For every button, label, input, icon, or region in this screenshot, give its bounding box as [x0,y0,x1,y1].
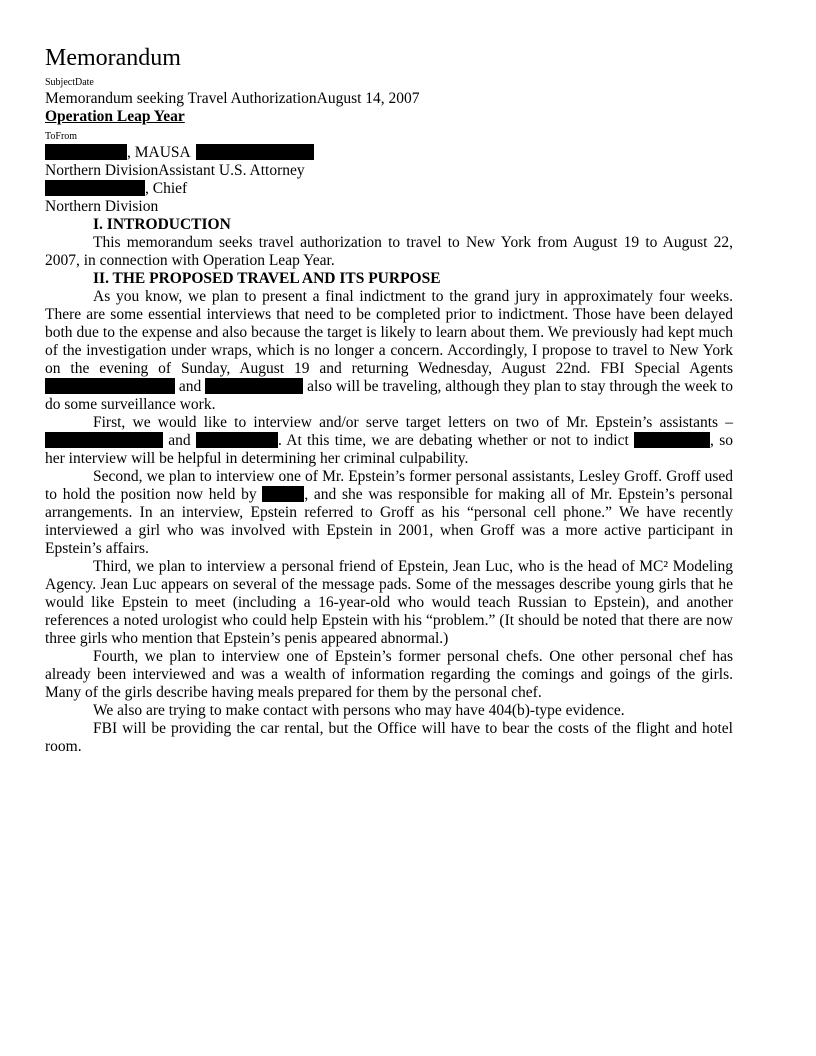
redaction-box [205,378,303,394]
paragraph-text: First, we would like to interview and/or serve target letters on two of Mr. Epstein’s assistants – [93,414,733,431]
paragraph-text: and [163,432,196,449]
redaction-box [45,378,175,394]
redaction-box [45,144,127,160]
operation-name: Operation Leap Year [45,108,185,125]
paragraph-text: . At this time, we are debating whether or not to indict [277,432,635,449]
paragraph-text: Second, we plan to interview one of Mr. Epstein’s former personal assistants, Lesley Groff. Groff used to hold the position now held by [45,468,733,503]
chief-suffix: , Chief [145,180,188,197]
paragraph-404b: We also are trying to make contact with persons who may have 404(b)-type evidence. [93,702,625,719]
redaction-box [45,432,163,448]
redaction-box [45,180,145,196]
paragraph-third: Third, we plan to interview a personal friend of Epstein, Jean Luc, who is the head of MC² Modeling Agency. Jean Luc appears on several of the message pads. Some of the messages describe young girls that he would like Epstein to meet (including a 16-year-old who would teach Russian to Epstein), and another references a noted urologist who could help Epstein with his “problem.” (It should be noted that there are now three girls who mention that Epstein’s penis appeared abnormal.) [45,558,733,647]
paragraph-first [45,414,733,468]
memo-body [45,216,733,756]
intro-paragraph: This memorandum seeks travel authorization to travel to New York from August 19 to August 22, 2007, in connection with Operation Leap Year. [45,234,733,269]
intro-heading: I. INTRODUCTION [93,216,231,233]
paragraph-costs: FBI will be providing the car rental, but the Office will have to bear the costs of the flight and hotel room. [45,720,733,755]
to-from-label: ToFrom [45,131,78,142]
division-name: Northern Division [45,198,159,215]
paragraph-text: , and she was responsible for making all of Mr. Epstein’s personal arrangements. In an interview, Epstein referred to Groff as his “personal cell phone.” We have recently interviewed a girl who was involved with Epstein in 2001, when Groff was a more active participant in Epstein’s affairs. [45,486,733,557]
subject-date-label: SubjectDate [45,77,94,88]
paragraph-fourth: Fourth, we plan to interview one of Epstein’s former personal chefs. One other personal chef has already been interviewed and was a wealth of information regarding the comings and goings of the girls. Many of the girls describe having meals prepared for them by the personal chef. [45,648,733,701]
chief-line [45,180,187,198]
paragraph-text: also will be traveling, although they plan to stay through the week to do some surveillance work. [45,378,733,413]
paragraph-plan [45,288,733,414]
travel-heading: II. THE PROPOSED TRAVEL AND ITS PURPOSE [93,270,441,287]
memo-title: Memorandum [45,45,181,71]
subject-line: Memorandum seeking Travel AuthorizationAugust 14, 2007 [45,90,420,107]
paragraph-second [45,468,733,558]
division-line: Northern DivisionAssistant U.S. Attorney [45,162,305,179]
redaction-box [196,144,314,160]
paragraph-text: and [175,378,206,395]
paragraph-text: As you know, we plan to present a final indictment to the grand jury in approximately four weeks. There are some essential interviews that need to be completed prior to indictment. Those have been delayed both due to the expense and also because the target is likely to learn about them. We previously had kept much of the investigation under wraps, which is no longer a concern. Accordingly, I propose to travel to New York on the evening of Sunday, August 19 and returning Wednesday, August 22nd. FBI Special Agents [45,288,733,377]
to-from-mausa: , MAUSA [127,144,190,161]
redaction-box [196,432,278,448]
to-from-line [45,144,314,162]
paragraph-text: , so her interview will be helpful in determining her criminal culpability. [45,432,733,467]
redaction-box [262,486,304,502]
redaction-box [634,432,710,448]
